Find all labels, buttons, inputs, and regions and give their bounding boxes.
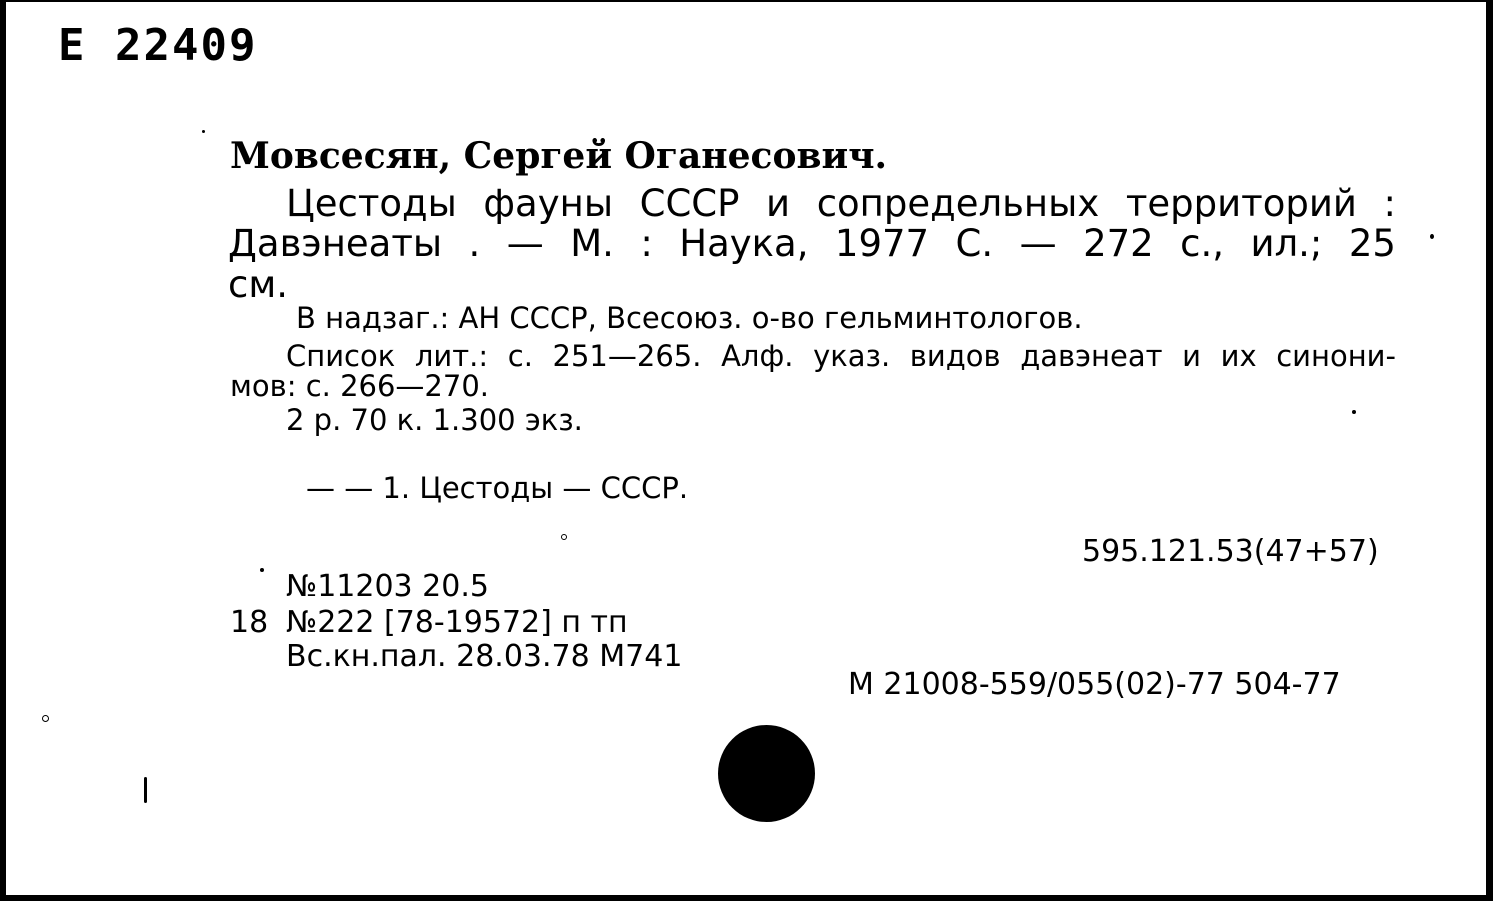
word: видов: [909, 339, 1001, 373]
author-heading: Мовсесян, Сергей Оганесович.: [230, 135, 888, 177]
word: :: [640, 222, 653, 265]
word: сопредельных: [816, 182, 1100, 225]
speck: [1352, 410, 1356, 414]
word: СССР: [639, 182, 740, 225]
word: Список: [286, 339, 396, 373]
word: Цестоды: [286, 182, 457, 225]
word: М.: [570, 222, 614, 265]
note-bibliography-line-2: мов: с. 266—270.: [230, 369, 490, 403]
word: —: [506, 222, 544, 265]
word: лит.:: [414, 339, 489, 373]
word: 251—265.: [552, 339, 702, 373]
order-number: №11203 20.5: [286, 569, 489, 604]
word: 272: [1083, 222, 1154, 265]
word: указ.: [813, 339, 891, 373]
catalog-card: [6, 2, 1486, 895]
word: давэнеат: [1020, 339, 1163, 373]
note-bibliography-line-1: [286, 339, 1396, 373]
title-line-1: [286, 182, 1396, 225]
word: фауны: [483, 182, 614, 225]
udc-index: 595.121.53(47+57): [1082, 534, 1379, 569]
word: с.,: [1180, 222, 1225, 265]
print-line: №222 [78-19572] п тп: [286, 605, 628, 640]
word: Алф.: [721, 339, 794, 373]
title-line-3: см.: [228, 263, 289, 306]
speck: [42, 715, 49, 722]
print-line-number: 18: [230, 605, 269, 640]
word: Наука,: [679, 222, 809, 265]
word: с.: [507, 339, 533, 373]
word: Давэнеаты: [228, 222, 443, 265]
word: —: [1019, 222, 1057, 265]
price-and-run: 2 р. 70 к. 1.300 экз.: [286, 403, 583, 437]
note-header: В надзаг.: АН СССР, Всесоюз. о-во гельминтологов.: [296, 301, 1083, 335]
word: территорий: [1125, 182, 1357, 225]
speck: [561, 534, 567, 540]
punch-hole: [718, 725, 815, 822]
speck: [1430, 234, 1434, 239]
word: их: [1220, 339, 1257, 373]
subject-heading: — — 1. Цестоды — СССР.: [306, 471, 689, 505]
word: С.: [955, 222, 994, 265]
word: и: [766, 182, 791, 225]
speck: [202, 130, 205, 133]
title-line-2: [228, 222, 1396, 265]
speck: [260, 568, 264, 572]
speck: [144, 777, 147, 803]
index-code: М 21008-559/055(02)-77 504-77: [848, 667, 1341, 702]
call-number: Е 22409: [58, 20, 258, 71]
word: ил.;: [1250, 222, 1323, 265]
word: 1977: [834, 222, 930, 265]
word: .: [468, 222, 481, 265]
book-chamber-line: Вс.кн.пал. 28.03.78 М741: [286, 639, 683, 674]
word: синони-: [1276, 339, 1396, 373]
word: :: [1383, 182, 1396, 225]
word: и: [1182, 339, 1201, 373]
word: 25: [1348, 222, 1396, 265]
